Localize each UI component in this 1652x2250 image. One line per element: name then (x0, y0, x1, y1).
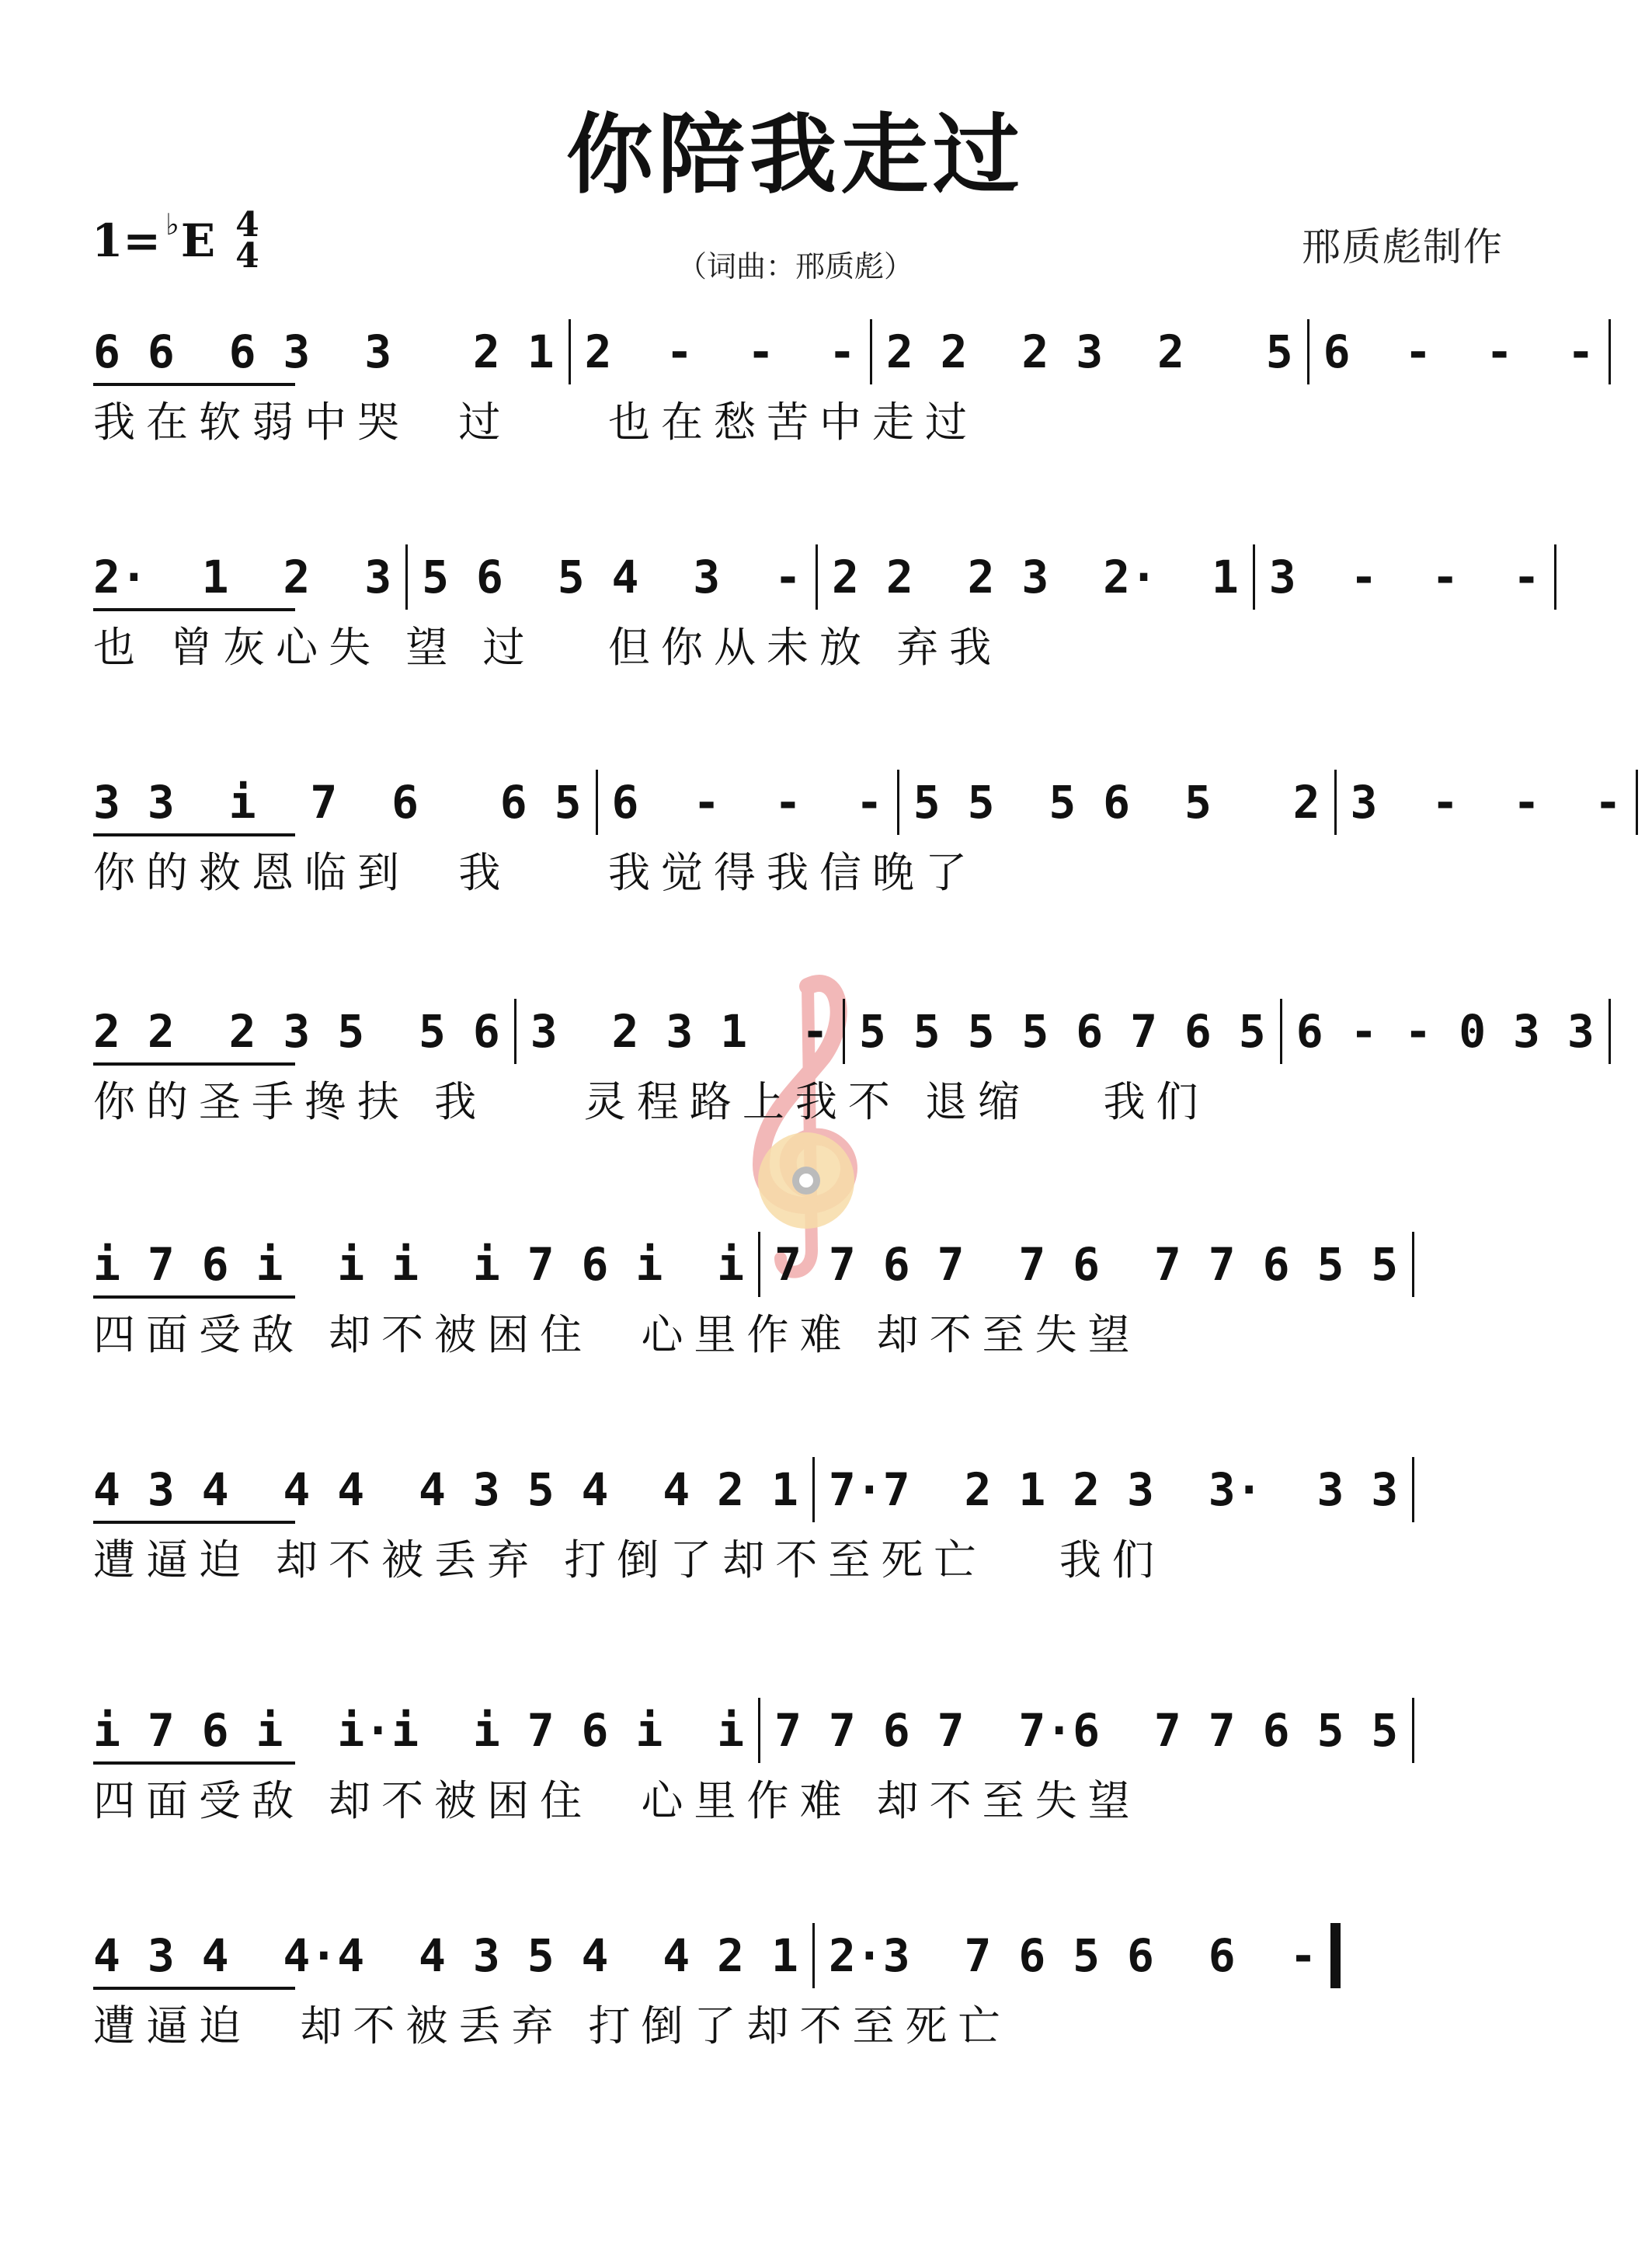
lyrics-line: 也 曾灰心失 望 过 但你从未放 弃我 (93, 623, 1003, 672)
barline (897, 770, 899, 835)
measure: 2 2 2 3 5 5 6 (93, 1005, 500, 1059)
lyrics-composer-credit: （词曲：邢质彪） (676, 249, 913, 283)
beam-underline (93, 1761, 295, 1765)
measure: 5 5 5 5 6 7 6 5 (858, 1005, 1266, 1059)
beam-underline (93, 1062, 295, 1066)
barline (1609, 319, 1611, 384)
key-prefix: 1= (92, 214, 161, 267)
barline (1636, 770, 1638, 835)
arranger-credit: 邢质彪制作 (1302, 224, 1504, 270)
barline (569, 319, 571, 384)
beam-underline (93, 608, 295, 611)
barline (812, 1457, 815, 1522)
barline (1609, 999, 1611, 1064)
barline (758, 1232, 760, 1297)
measure: 6 - - 0 3 3 (1296, 1005, 1595, 1059)
beam-underline (93, 1521, 295, 1524)
final-barline (1330, 1923, 1341, 1988)
beam-underline (93, 383, 295, 386)
barline (843, 999, 845, 1064)
barline (1253, 544, 1255, 610)
score-system (93, 773, 1622, 900)
barline (870, 319, 872, 384)
barline (812, 1923, 815, 1988)
measure: 7·7 2 1 2 3 3· 3 3 (828, 1463, 1399, 1517)
barline (596, 770, 598, 835)
score-system (93, 1235, 1507, 1362)
notation-line (93, 773, 1622, 829)
beam-underline (93, 833, 295, 836)
score-system (93, 1002, 1595, 1129)
barline (816, 544, 818, 610)
measure: i 7 6 i i i i 7 6 i i (93, 1238, 745, 1292)
notation-line (93, 1235, 1507, 1291)
notation-line (93, 1701, 1507, 1757)
key-note: E (180, 214, 216, 267)
lyrics-line: 你的救恩临到 我 我觉得我信晚了 (93, 848, 978, 897)
barline (1412, 1457, 1414, 1522)
lyrics-line: 四面受敌 却不被困住 心里作难 却不至失望 (93, 1776, 1141, 1825)
barline (1554, 544, 1556, 610)
measure: i 7 6 i i·i i 7 6 i i (93, 1704, 745, 1758)
lyrics-line: 遭逼迫 却不被丢弃 打倒了却不至死亡 (93, 2001, 1011, 2050)
notation-line (93, 1460, 1507, 1516)
measure: 2· 1 2 3 (93, 551, 392, 604)
lyrics-line: 你的圣手搀扶 我 灵程路上我不 退缩 我们 (93, 1077, 1209, 1126)
lyrics-line: 我在软弱中哭 过 也在愁苦中走过 (93, 398, 978, 447)
barline (514, 999, 516, 1064)
barline (1280, 999, 1282, 1064)
flat-sign: ♭ (165, 206, 179, 242)
measure: 4 3 4 4·4 4 3 5 4 4 2 1 (93, 1929, 798, 1983)
measure: 2·3 7 6 5 6 6 - (828, 1929, 1317, 1983)
measure: 6 - - - (611, 776, 883, 829)
beam-underline (93, 1987, 295, 1990)
notation-line (93, 322, 1595, 379)
measure: 3 3 i 7 6 6 5 (93, 776, 582, 829)
barline (1334, 770, 1337, 835)
score-system (93, 322, 1595, 450)
time-top: 4 (235, 205, 259, 245)
song-title: 你陪我走过 (566, 104, 1024, 206)
barline (1412, 1232, 1414, 1297)
barline (1412, 1698, 1414, 1763)
barline (758, 1698, 760, 1763)
measure: 5 6 5 4 3 - (422, 551, 802, 604)
measure: 5 5 5 6 5 2 (913, 776, 1320, 829)
lyrics-line: 遭逼迫 却不被丢弃 打倒了却不至死亡 我们 (93, 1535, 1165, 1584)
score-system (93, 1926, 1507, 2054)
measure: 3 2 3 1 - (530, 1005, 829, 1059)
measure: 6 6 6 3 3 2 1 (93, 325, 555, 379)
score-system (93, 1460, 1507, 1588)
score-system (93, 548, 1540, 675)
measure: 2 - - - (584, 325, 856, 379)
measure: 6 - - - (1323, 325, 1595, 379)
measure: 7 7 6 7 7 6 7 7 6 5 5 (774, 1238, 1399, 1292)
measure: 3 - - - (1350, 776, 1622, 829)
measure: 7 7 6 7 7·6 7 7 6 5 5 (774, 1704, 1399, 1758)
score-system (93, 1701, 1507, 1828)
notation-line (93, 1926, 1507, 1982)
measure: 3 - - - (1268, 551, 1540, 604)
barline (1307, 319, 1309, 384)
notation-line (93, 1002, 1595, 1059)
measure: 2 2 2 3 2· 1 (831, 551, 1239, 604)
beam-underline (93, 1295, 295, 1299)
measure: 4 3 4 4 4 4 3 5 4 4 2 1 (93, 1463, 798, 1517)
measure: 2 2 2 3 2 5 (885, 325, 1293, 379)
time-bottom: 4 (235, 236, 259, 276)
barline (405, 544, 408, 610)
notation-line (93, 548, 1540, 604)
lyrics-line: 四面受敌 却不被困住 心里作难 却不至失望 (93, 1310, 1141, 1359)
